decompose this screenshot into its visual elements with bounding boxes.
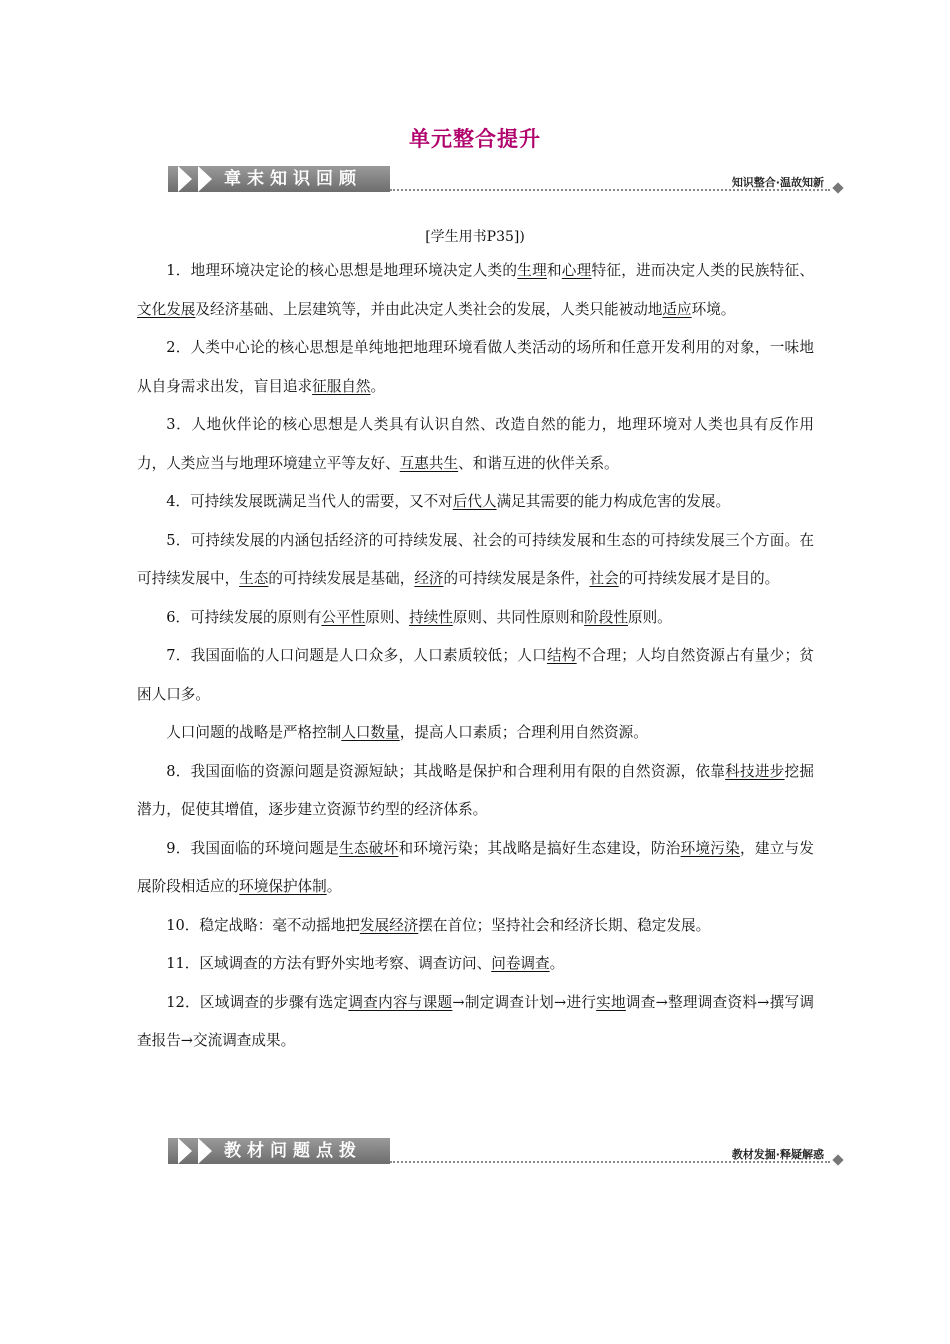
section-banner-review: [168, 162, 844, 198]
list-item: 8．我国面临的资源问题是资源短缺；其战略是保护和合理利用有限的自然资源，依靠科技进步挖掘潜力，促使其增值，逐步建立资源节约型的经济体系。: [137, 762, 814, 818]
list-item: 3．人地伙伴论的核心思想是人类具有认识自然、改造自然的能力，地理环境对人类也具有反作用力，人类应当与地理环境建立平等友好、互惠共生、和谐互进的伙伴关系。: [137, 416, 814, 472]
list-item: 人口问题的战略是严格控制人口数量，提高人口素质；合理利用自然资源。: [166, 724, 648, 741]
list-item: 9．我国面临的环境问题是生态破坏和环境污染；其战略是搞好生态建设，防治环境污染，建立与发展阶段相适应的环境保护体制。: [137, 839, 814, 895]
section-banner-textbook: [168, 1134, 844, 1170]
banner-label: 章末知识回顾: [224, 169, 362, 189]
chevron-right-icon: [198, 166, 212, 192]
diamond-icon: [832, 1154, 843, 1165]
list-item: 12．区域调查的步骤有选定调查内容与课题→制定调查计划→进行实地调查→整理调查资料→撰写调查报告→交流调查成果。: [137, 993, 814, 1049]
list-item: 1．地理环境决定论的核心思想是地理环境决定人类的生理和心理特征，进而决定人类的民族特征、文化发展及经济基础、上层建筑等，并由此决定人类社会的发展，人类只能被动地适应环境。: [137, 262, 814, 318]
list-item: 7．我国面临的人口问题是人口众多，人口素质较低；人口结构不合理；人均自然资源占有量少；贫困人口多。: [137, 647, 814, 703]
book-reference: [学生用书P35]): [425, 229, 525, 245]
page-title: 单元整合提升: [409, 127, 541, 151]
banner-label: 教材问题点拨: [224, 1141, 362, 1161]
list-item: 2．人类中心论的核心思想是单纯地把地理环境看做人类活动的场所和任意开发利用的对象，一味地从自身需求出发，盲目追求征服自然。: [137, 339, 814, 395]
banner-note: 知识整合·温故知新: [731, 176, 824, 189]
list-item: 5．可持续发展的内涵包括经济的可持续发展、社会的可持续发展和生态的可持续发展三个方面。在可持续发展中，生态的可持续发展是基础，经济的可持续发展是条件，社会的可持续发展才是目的。: [137, 531, 814, 587]
list-item: 6．可持续发展的原则有公平性原则、持续性原则、共同性原则和阶段性原则。: [166, 608, 672, 626]
review-content: [137, 252, 814, 1061]
list-item: 10．稳定战略：毫不动摇地把发展经济摆在首位；坚持社会和经济长期、稳定发展。: [166, 916, 711, 934]
diamond-icon: [832, 182, 843, 193]
chevron-right-icon: [178, 166, 192, 192]
chevron-right-icon: [178, 1138, 192, 1164]
banner-note: 教材发掘·释疑解惑: [731, 1148, 824, 1161]
chevron-right-icon: [198, 1138, 212, 1164]
list-item: 4．可持续发展既满足当代人的需要，又不对后代人满足其需要的能力构成危害的发展。: [166, 493, 731, 510]
list-item: 11．区域调查的方法有野外实地考察、调查访问、问卷调查。: [166, 955, 565, 972]
